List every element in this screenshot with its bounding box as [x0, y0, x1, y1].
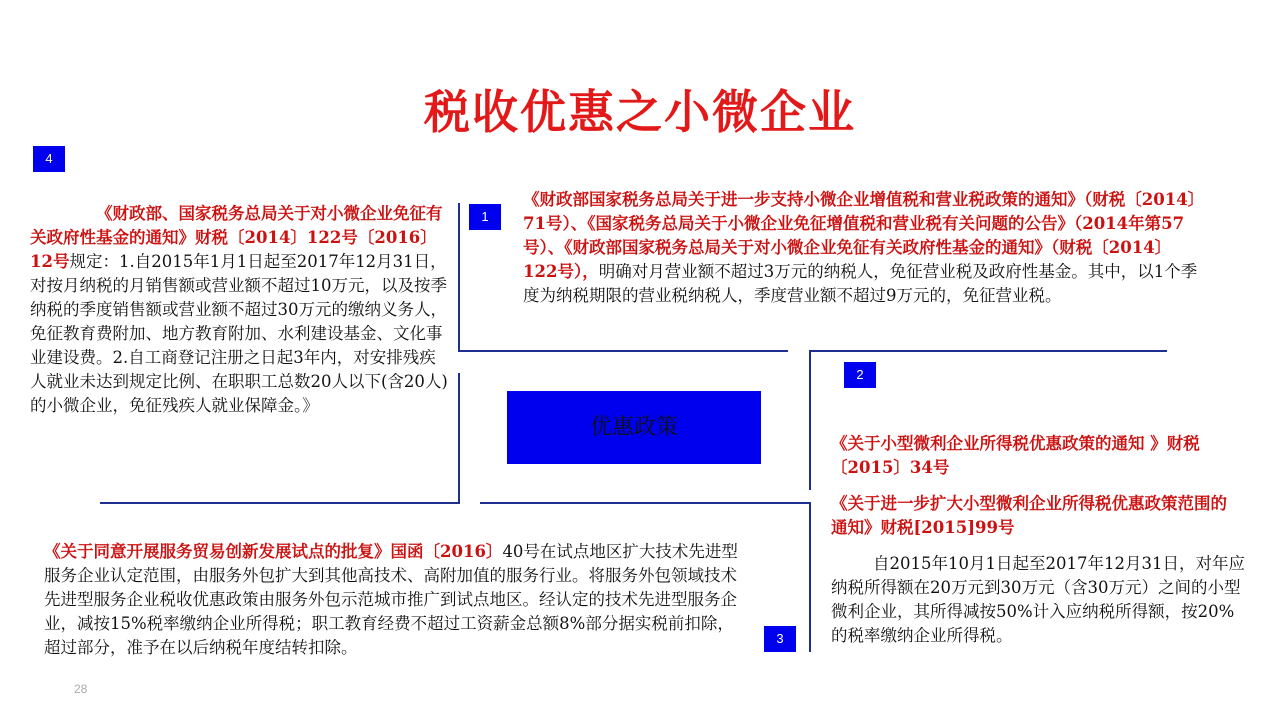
section-3-body: 40号在试点地区扩大技术先进型服务企业认定范围，由服务外包扩大到其他高技术、高附加值的服务行业。将服务外包领域技术先进型服务企业税收优惠政策由服务外包示范城市推广到试点地区。经认定的技术先进型服务企业，减按15%税率缴纳企业所得税；职工教育经费不超过工资薪金总额8%部分据实税前扣除，超过部分，准予在以后纳税年度结转扣除。 — [44, 542, 738, 657]
divider-horizontal-top-center — [458, 350, 788, 352]
divider-vertical-top-left — [458, 203, 460, 351]
divider-vertical-left-bottom — [458, 373, 460, 503]
divider-vertical-right-bottom — [809, 502, 811, 652]
section-2-policy-title-1: 《关于小型微利企业所得税优惠政策的通知 》财税〔2015〕34号 — [831, 434, 1200, 477]
divider-vertical-right-top — [809, 350, 811, 490]
page-number: 28 — [74, 682, 88, 696]
center-policy-box: 优惠政策 — [507, 391, 761, 464]
section-3-policy-title: 《关于同意开展服务贸易创新发展试点的批复》国函〔2016〕 — [44, 542, 503, 561]
section-3-text — [44, 540, 746, 660]
slide-title: 税收优惠之小微企业 — [424, 85, 856, 139]
divider-horizontal-top-right — [809, 350, 1167, 352]
section-number-2-badge: 2 — [844, 362, 876, 388]
section-2-body: 自2015年10月1日起至2017年12月31日，对年应纳税所得额在20万元到30万元（含30万元）之间的小型微利企业，其所得减按50%计入应纳税所得额，按20%的税率缴纳企业所得税。 — [831, 554, 1245, 645]
divider-horizontal-bottom-left — [100, 502, 460, 504]
section-4-text — [30, 202, 448, 418]
section-number-1-badge: 1 — [469, 204, 501, 230]
section-1-policy-title: 《财政部国家税务总局关于进一步支持小微企业增值税和营业税政策的通知》（财税〔2014〕71号）、《国家税务总局关于小微企业免征增值税和营业税有关问题的公告》（2014年第57号）、《财政部国家税务总局关于对小微企业免征有关政府性基金的通知》（财税〔2014〕122号）， — [523, 190, 1196, 281]
section-2-policy-title-2: 《关于进一步扩大小型微利企业所得税优惠政策范围的通知》财税[2015]99号 — [831, 494, 1227, 537]
section-4-body: 规定：1.自2015年1月1日起至2017年12月31日，对按月纳税的月销售额或营业额不超过10万元，以及按季纳税的季度销售额或营业额不超过30万元的缴纳义务人，免征教育费附加、地方教育附加、水利建设基金、文化事业建设费。2.自工商登记注册之日起3年内，对安排残疾人就业未达到规定比例、在职职工总数20人以下(含20人)的小微企业，免征残疾人就业保障金。》 — [30, 252, 448, 415]
divider-horizontal-bottom-center — [480, 502, 810, 504]
section-number-3-badge: 3 — [764, 626, 796, 652]
section-number-4-badge: 4 — [33, 146, 65, 172]
section-4-policy-title: 《财政部、国家税务总局关于对小微企业免征有关政府性基金的通知》财税〔2014〕122号〔2016〕12号 — [30, 204, 443, 271]
section-1-body: 明确对月营业额不超过3万元的纳税人，免征营业税及政府性基金。其中，以1个季度为纳税期限的营业税纳税人，季度营业额不超过9万元的，免征营业税。 — [523, 262, 1198, 305]
section-1-text — [523, 188, 1199, 308]
